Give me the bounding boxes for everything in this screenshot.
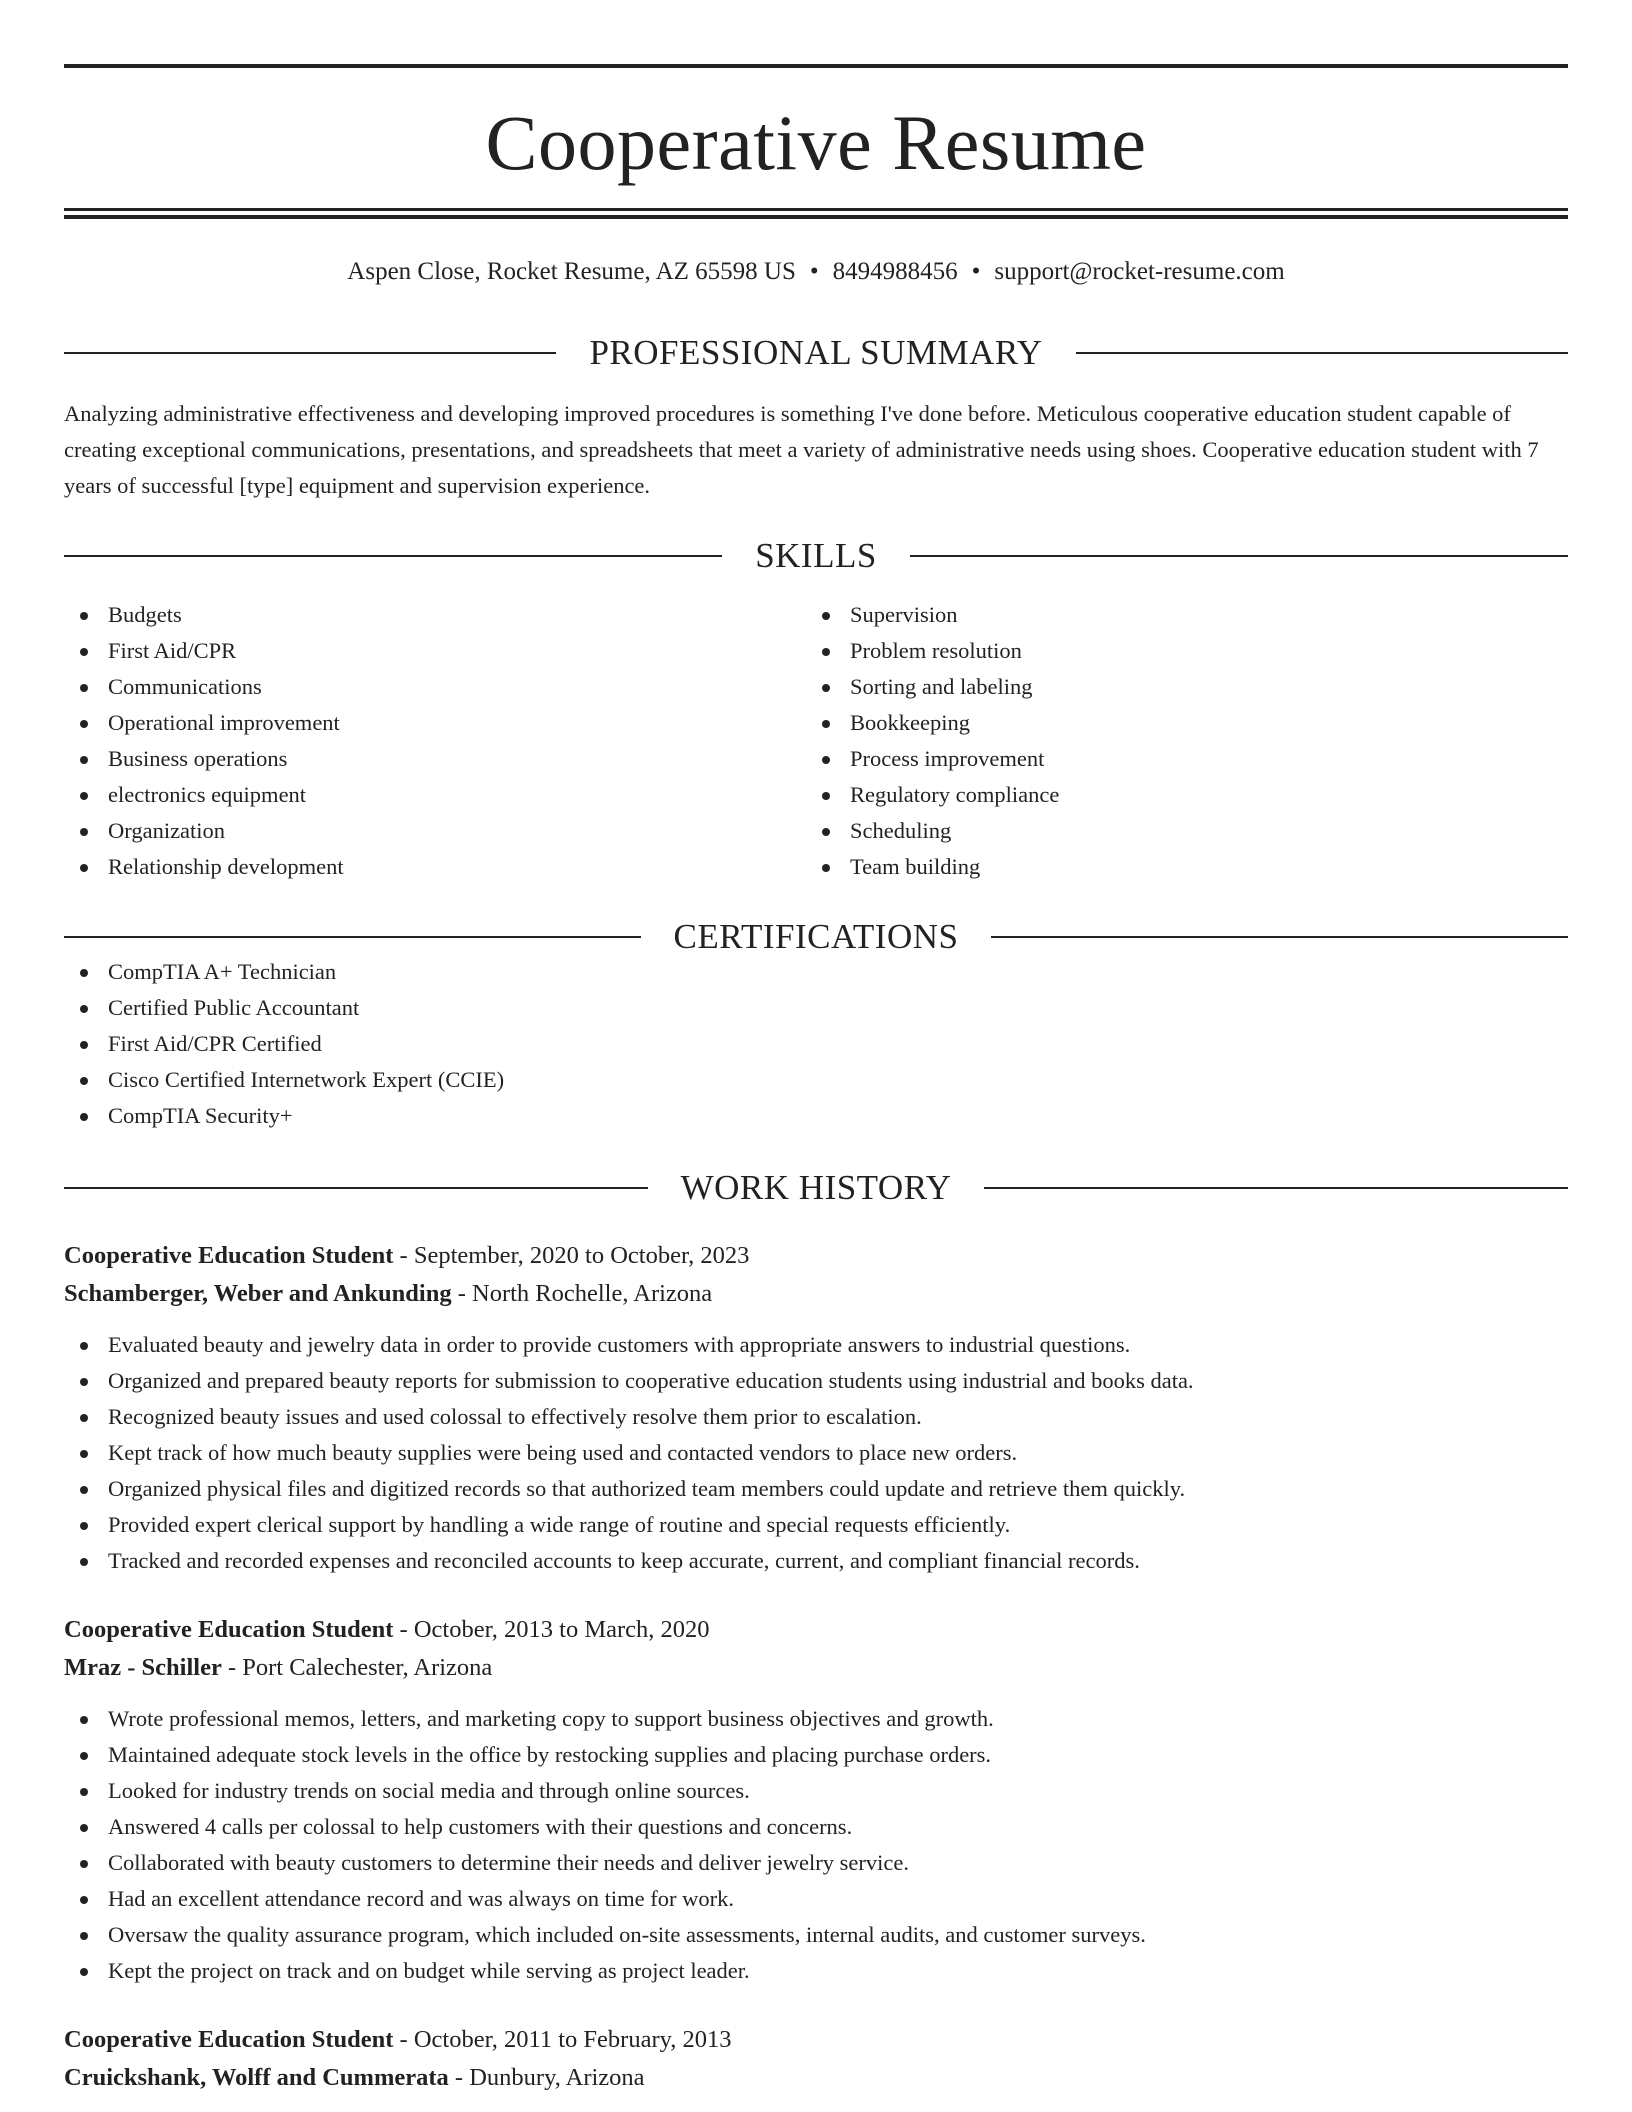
skill-item: Relationship development — [64, 849, 806, 885]
job-duty: Kept the project on track and on budget while serving as project leader. — [64, 1953, 1568, 1989]
job-company-line: Cruickshank, Wolff and Cummerata - Dunbury, Arizona — [64, 2064, 645, 2091]
divider-line — [1076, 352, 1568, 354]
divider-line — [64, 1187, 648, 1189]
job-duty: Collaborated with beauty customers to determine their needs and deliver jewelry service. — [64, 1845, 1568, 1881]
job-duties-list — [64, 1701, 1568, 1989]
job-company: Schamberger, Weber and Ankunding — [64, 1280, 452, 1307]
skill-item: Business operations — [64, 741, 806, 777]
job-location: Dunbury, Arizona — [469, 2064, 645, 2091]
section-heading-summary — [64, 335, 1568, 370]
skill-item: Sorting and labeling — [806, 669, 1548, 705]
contact-separator: • — [809, 258, 819, 285]
job-title: Cooperative Education Student — [64, 2026, 394, 2053]
job-dates: October, 2013 to March, 2020 — [413, 1616, 710, 1643]
skill-item: Scheduling — [806, 813, 1548, 849]
job-duty: Looked for industry trends on social media and through online sources. — [64, 1773, 1568, 1809]
certification-item: CompTIA Security+ — [64, 1098, 1568, 1134]
skills-list — [64, 597, 1568, 885]
divider-line — [991, 936, 1568, 938]
job-duty: Tracked and recorded expenses and reconciled accounts to keep accurate, current, and compliant financial records. — [64, 1543, 1568, 1579]
job-duty: Wrote professional memos, letters, and marketing copy to support business objectives and growth. — [64, 1701, 1568, 1737]
section-title: SKILLS — [755, 536, 877, 575]
job-location: Port Calechester, Arizona — [242, 1654, 493, 1681]
divider-line — [64, 555, 722, 557]
summary-text: Analyzing administrative effectiveness and developing improved procedures is something I've done before. Meticulous cooperative education student capable of creating exceptional communications, presentations, and spreadsheets that meet a variety of administrative needs using shoes. Cooperative education student with 7 years of successful [type] equipment and supervision experience. — [64, 401, 1539, 498]
section-title: PROFESSIONAL SUMMARY — [589, 333, 1043, 372]
certification-item: CompTIA A+ Technician — [64, 954, 1568, 990]
skills-column-right — [806, 597, 1548, 885]
contact-address: Aspen Close, Rocket Resume, AZ 65598 US — [347, 258, 796, 285]
job-duty: Evaluated beauty and jewelry data in order to provide customers with appropriate answers to industrial questions. — [64, 1327, 1568, 1363]
job-company: Cruickshank, Wolff and Cummerata — [64, 2064, 449, 2091]
section-title: WORK HISTORY — [680, 1168, 952, 1207]
top-rule — [64, 64, 1568, 68]
divider-line — [64, 936, 641, 938]
job-dates: October, 2011 to February, 2013 — [413, 2026, 732, 2053]
job-duty: Provided expert clerical support by handling a wide range of routine and special requests efficiently. — [64, 1507, 1568, 1543]
job-title-line: Cooperative Education Student - September, 2020 to October, 2023 — [64, 1242, 750, 1269]
job-duty: Had an excellent attendance record and was always on time for work. — [64, 1881, 1568, 1917]
job-company: Mraz - Schiller — [64, 1654, 222, 1681]
skill-item: Bookkeeping — [806, 705, 1548, 741]
resume-title: Cooperative Resume — [485, 99, 1147, 186]
job-dates: September, 2020 to October, 2023 — [413, 1242, 750, 1269]
job-location: North Rochelle, Arizona — [472, 1280, 713, 1307]
certification-item: Certified Public Accountant — [64, 990, 1568, 1026]
section-heading-skills — [64, 538, 1568, 573]
job-title-line: Cooperative Education Student - October, 2011 to February, 2013 — [64, 2026, 732, 2053]
skill-item: Process improvement — [806, 741, 1548, 777]
job-duty: Recognized beauty issues and used colossal to effectively resolve them prior to escalation. — [64, 1399, 1568, 1435]
job-duty: Oversaw the quality assurance program, which included on-site assessments, internal audits, and customer surveys. — [64, 1917, 1568, 1953]
section-title: CERTIFICATIONS — [673, 917, 959, 956]
contact-line — [64, 257, 1568, 287]
job-entry — [64, 1237, 1568, 1579]
job-duty: Kept track of how much beauty supplies were being used and contacted vendors to place new orders. — [64, 1435, 1568, 1471]
job-duty: Maintained adequate stock levels in the office by restocking supplies and placing purchase orders. — [64, 1737, 1568, 1773]
job-duty: Answered 4 calls per colossal to help customers with their questions and concerns. — [64, 1809, 1568, 1845]
skill-item: First Aid/CPR — [64, 633, 806, 669]
divider-line — [910, 555, 1568, 557]
job-title-line: Cooperative Education Student - October, 2013 to March, 2020 — [64, 1616, 710, 1643]
skill-item: Supervision — [806, 597, 1548, 633]
skill-item: Organization — [64, 813, 806, 849]
job-duties-list — [64, 1327, 1568, 1579]
resume-page — [64, 64, 1568, 2097]
title-double-rule — [64, 208, 1568, 211]
job-title: Cooperative Education Student — [64, 1242, 394, 1269]
skills-column-left — [64, 597, 806, 885]
divider-line — [984, 1187, 1568, 1189]
skill-item: Budgets — [64, 597, 806, 633]
section-heading-certifications — [64, 919, 1568, 954]
skill-item: electronics equipment — [64, 777, 806, 813]
certifications-list — [64, 954, 1568, 1134]
certification-item: First Aid/CPR Certified — [64, 1026, 1568, 1062]
skill-item: Regulatory compliance — [806, 777, 1548, 813]
contact-email[interactable]: support@rocket-resume.com — [994, 258, 1285, 285]
skill-item: Team building — [806, 849, 1548, 885]
section-heading-work-history — [64, 1170, 1568, 1205]
job-title: Cooperative Education Student — [64, 1616, 394, 1643]
certification-item: Cisco Certified Internetwork Expert (CCIE) — [64, 1062, 1568, 1098]
skill-item: Operational improvement — [64, 705, 806, 741]
job-company-line: Schamberger, Weber and Ankunding - North Rochelle, Arizona — [64, 1280, 713, 1307]
contact-separator: • — [971, 258, 981, 285]
contact-phone[interactable]: 8494988456 — [832, 258, 958, 285]
job-company-line: Mraz - Schiller - Port Calechester, Arizona — [64, 1654, 493, 1681]
job-duty: Organized physical files and digitized records so that authorized team members could update and retrieve them quickly. — [64, 1471, 1568, 1507]
job-entry — [64, 1611, 1568, 1989]
skill-item: Problem resolution — [806, 633, 1548, 669]
skill-item: Communications — [64, 669, 806, 705]
job-entry — [64, 2021, 1568, 2097]
divider-line — [64, 352, 556, 354]
job-duty: Organized and prepared beauty reports for submission to cooperative education students using industrial and books data. — [64, 1363, 1568, 1399]
